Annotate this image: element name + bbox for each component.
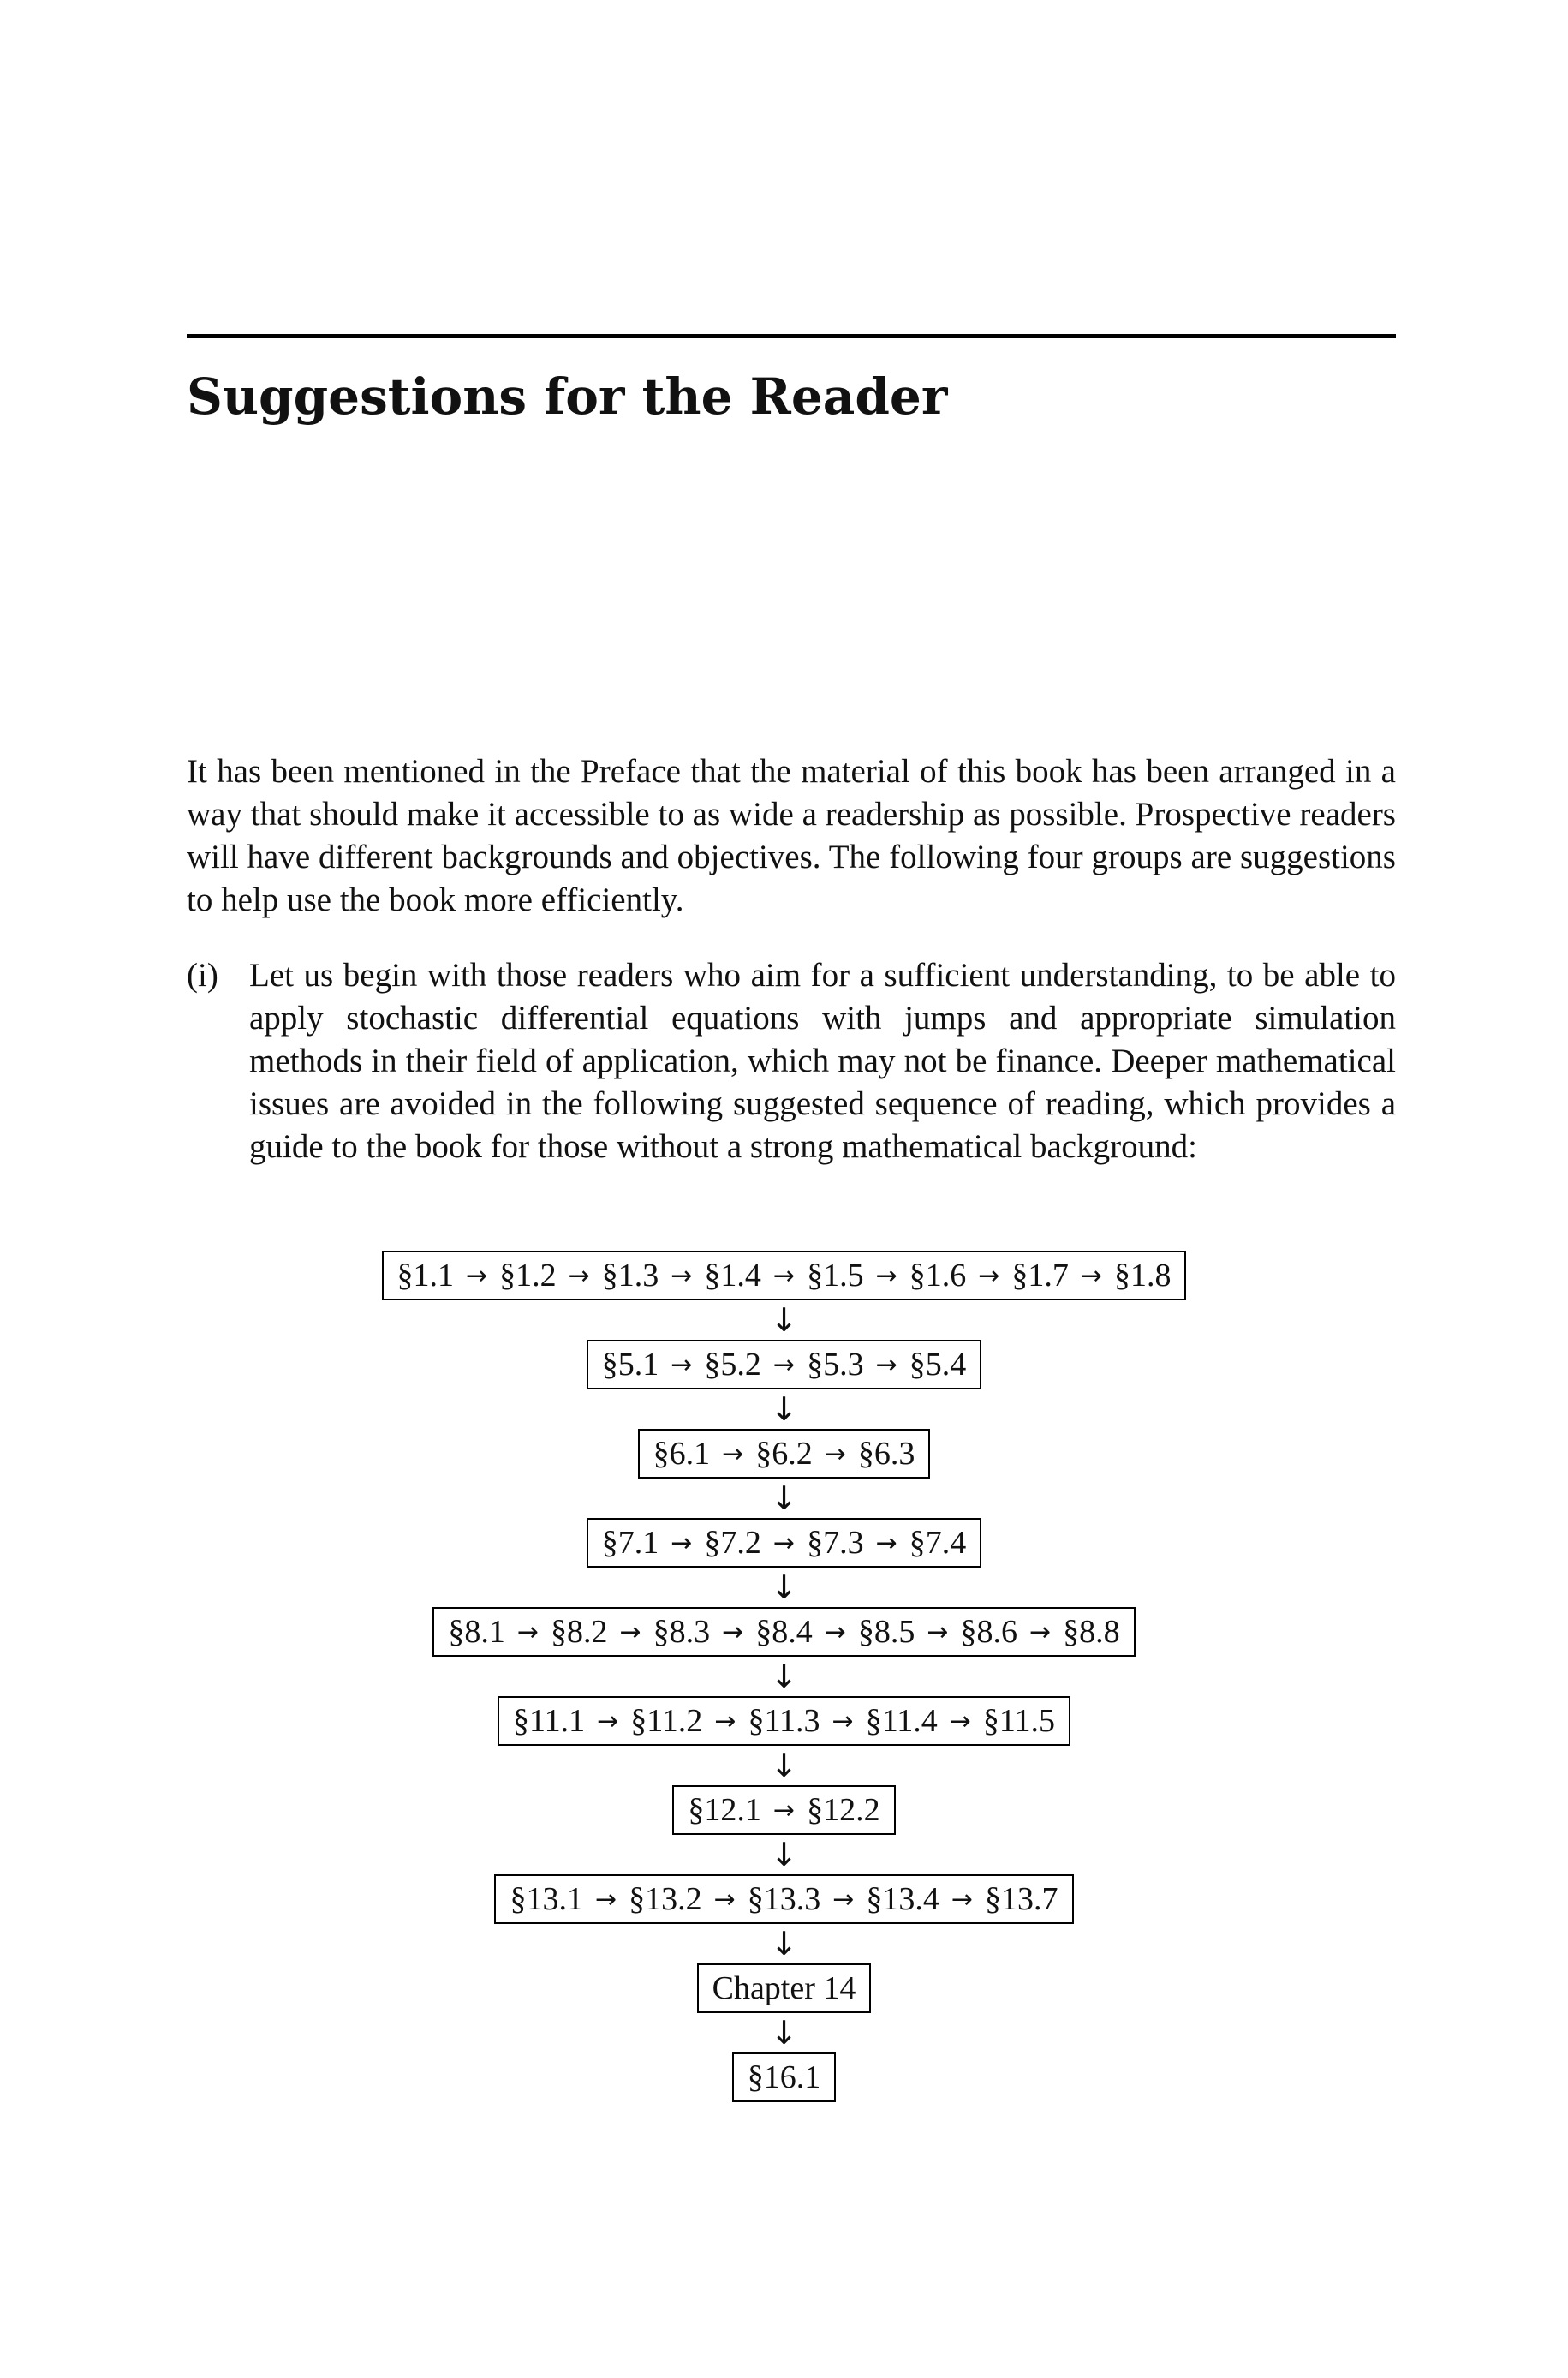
down-arrow-icon: ↓: [770, 1925, 798, 1963]
section-ref: §8.1: [448, 1614, 505, 1650]
section-ref: §12.1: [688, 1792, 761, 1828]
right-arrow-icon: →: [772, 1795, 796, 1825]
right-arrow-icon: →: [671, 1527, 693, 1558]
section-ref: §11.5: [982, 1703, 1056, 1739]
down-arrow-icon: ↓: [770, 1836, 798, 1873]
sequence-box: [432, 1607, 1135, 1657]
section-ref: §8.4: [755, 1614, 813, 1650]
right-arrow-icon: →: [875, 1260, 897, 1291]
section-ref: §1.6: [909, 1258, 967, 1294]
right-arrow-icon: →: [516, 1616, 539, 1647]
section-ref: §6.3: [857, 1436, 915, 1472]
section-ref: §11.2: [630, 1703, 703, 1739]
right-arrow-icon: →: [722, 1616, 744, 1647]
section-ref: §8.2: [550, 1614, 608, 1650]
section-ref: §11.3: [748, 1703, 820, 1739]
right-arrow-icon: →: [832, 1706, 854, 1736]
section-ref: §8.3: [653, 1614, 711, 1650]
section-ref: §16.1: [747, 2059, 821, 2095]
section-ref: §5.4: [909, 1347, 967, 1383]
section-ref: §11.1: [512, 1703, 586, 1739]
down-arrow-icon: ↓: [770, 1301, 798, 1339]
section-ref: §12.2: [807, 1792, 880, 1828]
right-arrow-icon: →: [949, 1706, 971, 1736]
sequence-box: [498, 1696, 1070, 1746]
right-arrow-icon: →: [951, 1884, 974, 1915]
section-ref: §1.3: [601, 1258, 659, 1294]
right-arrow-icon: →: [597, 1706, 619, 1736]
section-ref: §1.4: [704, 1258, 761, 1294]
section-ref: §13.1: [510, 1881, 583, 1917]
right-arrow-icon: →: [772, 1349, 796, 1380]
section-ref: §5.3: [807, 1347, 864, 1383]
right-arrow-icon: →: [671, 1260, 693, 1291]
right-arrow-icon: →: [714, 1706, 736, 1736]
down-arrow-icon: ↓: [770, 1390, 798, 1428]
section-ref: §6.2: [755, 1436, 813, 1472]
sequence-box: [587, 1518, 981, 1568]
section-ref: §8.6: [960, 1614, 1018, 1650]
down-arrow-icon: ↓: [770, 1658, 798, 1695]
section-ref: §5.2: [704, 1347, 761, 1383]
section-ref: §7.1: [601, 1525, 659, 1561]
section-ref: §8.5: [857, 1614, 915, 1650]
section-ref: §1.1: [396, 1258, 454, 1294]
section-ref: §1.7: [1011, 1258, 1069, 1294]
right-arrow-icon: →: [568, 1260, 590, 1291]
right-arrow-icon: →: [875, 1349, 897, 1380]
section-ref: §6.1: [653, 1436, 711, 1472]
reading-sequence-diagram: [0, 1251, 1568, 2102]
down-arrow-icon: ↓: [770, 1568, 798, 1606]
sequence-box: [587, 1340, 981, 1389]
right-arrow-icon: →: [594, 1884, 617, 1915]
right-arrow-icon: →: [722, 1438, 744, 1469]
right-arrow-icon: →: [875, 1527, 897, 1558]
right-arrow-icon: →: [1080, 1260, 1102, 1291]
right-arrow-icon: →: [978, 1260, 1000, 1291]
sequence-box: [494, 1874, 1073, 1924]
down-arrow-icon: ↓: [770, 1747, 798, 1784]
right-arrow-icon: →: [927, 1616, 949, 1647]
sequence-box: [672, 1785, 895, 1835]
right-arrow-icon: →: [832, 1884, 855, 1915]
right-arrow-icon: →: [713, 1884, 736, 1915]
section-ref: §7.3: [807, 1525, 864, 1561]
section-ref: §13.7: [985, 1881, 1058, 1917]
section-ref: Chapter 14: [712, 1970, 856, 2006]
right-arrow-icon: →: [824, 1616, 846, 1647]
sequence-box: [697, 1963, 872, 2013]
section-ref: §11.4: [865, 1703, 938, 1739]
right-arrow-icon: →: [824, 1438, 846, 1469]
section-ref: §1.5: [807, 1258, 864, 1294]
sequence-box: [382, 1251, 1187, 1300]
section-ref: §13.3: [747, 1881, 821, 1917]
section-ref: §5.1: [601, 1347, 659, 1383]
section-ref: §13.2: [629, 1881, 702, 1917]
section-ref: §7.2: [704, 1525, 761, 1561]
section-ref: §1.8: [1113, 1258, 1172, 1294]
list-item-label: (i): [187, 957, 218, 994]
right-arrow-icon: →: [466, 1260, 488, 1291]
right-arrow-icon: →: [619, 1616, 641, 1647]
section-ref: §7.4: [909, 1525, 967, 1561]
sequence-box: [732, 2052, 837, 2102]
right-arrow-icon: →: [1029, 1616, 1052, 1647]
title-rule: [187, 334, 1396, 338]
right-arrow-icon: →: [671, 1349, 693, 1380]
intro-paragraph: It has been mentioned in the Preface that the material of this book has been arranged in a way that should make it accessible to as wide a readership as possible. Prospective readers will have different backgrounds and objectives. The following four groups are suggestions to help use the book more efficiently.: [187, 753, 1396, 918]
section-ref: §1.2: [499, 1258, 557, 1294]
page-title: Suggestions for the Reader: [187, 367, 948, 426]
right-arrow-icon: →: [772, 1527, 796, 1558]
down-arrow-icon: ↓: [770, 1479, 798, 1517]
sequence-box: [638, 1429, 931, 1479]
down-arrow-icon: ↓: [770, 2014, 798, 2052]
list-item-text: Let us begin with those readers who aim for a sufficient understanding, to be able to apply stochastic differential equations with jumps and appropriate simulation methods in their field of application, which may not be finance. Deeper mathematical issues are avoided in the following suggested sequence of reading, which provides a guide to the book for those without a strong mathematical background:: [249, 957, 1396, 1165]
section-ref: §13.4: [866, 1881, 939, 1917]
section-ref: §8.8: [1063, 1614, 1120, 1650]
right-arrow-icon: →: [772, 1260, 796, 1291]
